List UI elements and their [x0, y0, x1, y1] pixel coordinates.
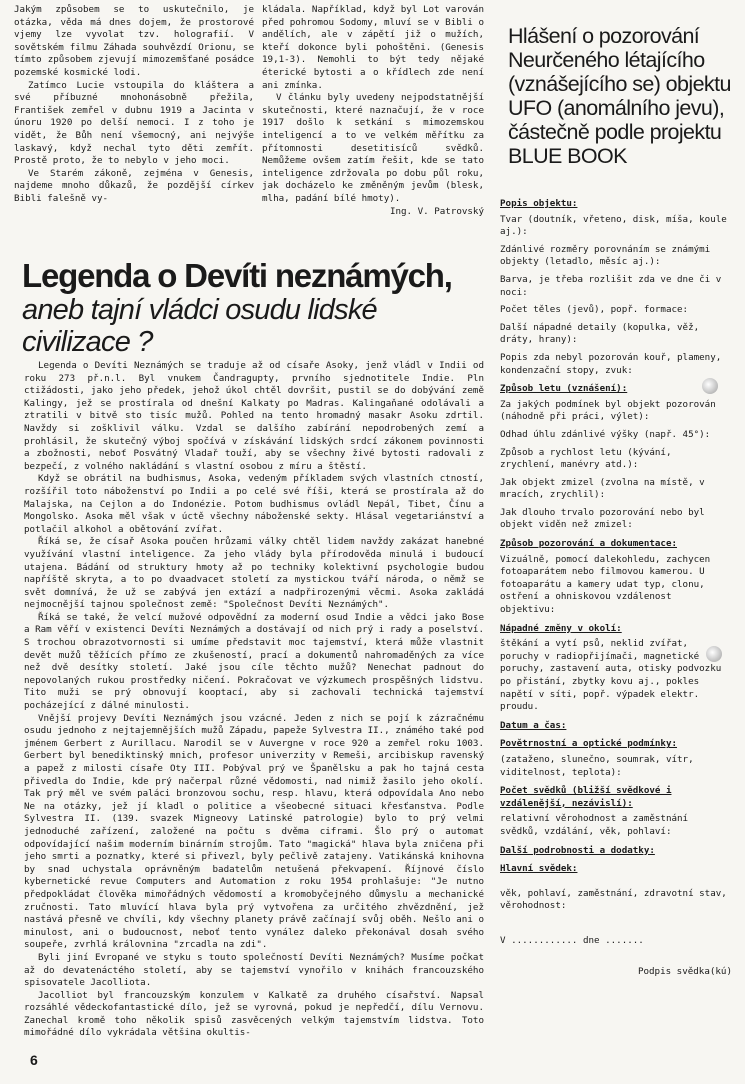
article-paragraph: Jacolliot byl francouzským konzulem v Kalkatě za druhého císařství. Napsal rozsáhlé vědeckofantastické dílo, jež se vyrovná, pokud je nepředčí, dílu Vernovu. Zanechal kromě toho několik spisů zasvěcených velkým tajemstvím lidstva. Toto mimořádné dílo vykrádala většina okultis- [24, 989, 484, 1039]
form-item: věk, pohlaví, zaměstnání, zdravotní stav, věrohodnost: [500, 887, 727, 912]
form-item: Jak objekt zmizel (zvolna na místě, v mracích, zrychlil): [500, 476, 705, 501]
form-item: Jak dlouho trvalo pozorování nebo byl objekt viděn než zmizel: [500, 506, 705, 531]
article-headline [22, 258, 492, 358]
form-section-object [500, 198, 732, 377]
top-middle-column [262, 4, 484, 218]
article-paragraph: Říká se, že císař Asoka poučen hrůzami války chtěl lidem navždy zakázat hanebné využívání vlastní inteligence. Za jeho vlády byla přírodověda minulá i budoucí utajena. Bádání od struktury hmoty až po techniky kolektivní psychologie budou napříště skryta, a to po dvaadvacet století za mystickou tváří národa, o němž se svět domnívá, že už se zabývá jen extází a nadpřirozenými věcmi. Asoka zakládá nejmocnější tajnou společnost země: "Společnost Devíti Neznámých". [24, 536, 484, 611]
article-body [24, 360, 484, 1040]
form-item: Další nápadné detaily (kopulka, věž, dráty, hrany): [500, 321, 700, 346]
headline-line-1: Legenda o Devíti neznámých, [22, 257, 452, 294]
form-section-changes [500, 623, 732, 714]
form-item: Počet těles (jevů), popř. formace: [500, 304, 689, 316]
section-heading: Hlavní svědek: [500, 863, 578, 875]
article-paragraph: Říká se také, že velcí mužové odpovědní za moderní osud Indie a vědci jako Bose a Ram věří v existenci Devíti Neznámých a dostávají od nich prý i rady a poselství. S trochou obrazotvornosti si umíme představit moc tajemství, která může vlastnit devět mužů těžících přímo ze zkušeností, prací a dokumentů nahromaděných za více než dvě desítky století. Jaké jsou cíle těchto mužů? Nenechat padnout do nepovolaných rukou prostředky ničení. Pokračovat ve výzkumech prospěšných lidstvu. Tito muži se prý obnovují kooptací, aby si zachovali technická tajemství pocházející z dálné minulosti. [24, 611, 484, 712]
decorative-bubble-icon [702, 378, 718, 394]
ufo-report-form [500, 192, 732, 983]
form-item: Odhad úhlu zdánlivé výšky (např. 45°): [500, 428, 711, 440]
article-paragraph: Když se obrátil na budhismus, Asoka, vedeným příkladem svých vlastních ctností, rozšířil toto náboženství po Indii a po celé své říši, která se prostírala až do Malajska, na Cejlon a do Indonézie. Potom budhismus ovládl Nepál, Tibet, Čínu a Mongolsko. Asoka měl však v úctě všechny náboženské sekty. Hlásal vegetariánství a potlačil alkohol a obětování zvířat. [24, 473, 484, 535]
top-left-column [14, 4, 254, 206]
form-item: Barva, je třeba rozlišit zda ve dne či v noci: [500, 273, 722, 298]
form-item: Zdánlivé rozměry porovnáním se známými objekty (letadlo, měsíc aj.): [500, 243, 711, 268]
headline-line-2: aneb tajní vládci osudu lidské civilizace ? [22, 294, 377, 358]
form-section-flight [500, 383, 732, 532]
form-item: Popis zda nebyl pozorován kouř, plameny, kondenzační stopy, zvuk: [500, 351, 722, 376]
author-signature: Ing. V. Patrovský [389, 205, 484, 217]
form-item: Za jakých podmínek byl objekt pozorován (náhodně při práci, výlet): [500, 398, 716, 423]
form-section-date [500, 720, 732, 733]
article-paragraph: Legenda o Devíti Neznámých se traduje až od císaře Asoky, jenž vládl v Indii od roku 273 př.n.l. Byl vnukem Čandragupty, prvního sjednotitele Indie. Pln ctižádosti, jako jeho předek, jehož úkol chtěl dovršit, pustil se do dobývání země Kalingy, jež se prostírala od dnešní Kalkaty po Madras. Kalingaňané odolávali a ztratili v bitvě sto tisíc mužů. Pohled na tento hromadný masakr Asoku zdrtil. Navždy si zošklivil válku. Vzdal se dalšího zabírání nepodrobených zemí a prohlásil, že skutečný výboj spočívá v získávání lidských srdcí zákonem povinnosti a zbožnosti, neboť Posvátný Vladař touží, aby se všechny živé bytosti radovali z bezpečí, z volného nakládání s vlastní osobou z míru a štěstí. [24, 360, 484, 472]
section-heading: Další podrobnosti a dodatky: [500, 844, 655, 856]
section-heading: Povětrnostní a optické podmínky: [500, 738, 678, 750]
form-item: (zataženo, slunečno, soumrak, vítr, viditelnost, teplota): [500, 753, 694, 778]
text-paragraph: Jakým způsobem se to uskutečnilo, je otázka, věda má dnes dojem, že prostorové vjemy lze vyvolat tzv. holografií. V sovětském filmu Záhada souhvězdí Orionu, se tímto způsobem zjevují mimozemšťané posádce pozemské kosmické lodi. [14, 4, 254, 78]
witness-signature-label: Podpis svědka(kú) [637, 965, 732, 977]
section-heading: Způsob letu (vznášení): [500, 383, 628, 395]
section-heading: Způsob pozorování a dokumentace: [500, 538, 678, 550]
text-paragraph: Ve Starém zákoně, zejména v Genesis, najdeme mnoho důkazů, že pozdější církev Bibli falešně vy- [14, 167, 254, 204]
text-paragraph: V článku byly uvedeny nejpodstatnější skutečnosti, které naznačují, že v roce 1917 došlo k setkání s mimozemskou inteligencí a to ve velkém měřítku za přítomnosti desetitisíců svědků. Nemůžeme ovšem zatím řešit, kde se tato inteligence zdržovala po dobu půl roku, jak docházelo ke změněným jevům (blesk, mlha, padání bílé hmoty). [262, 92, 484, 204]
section-heading: Počet svědků (bližší svědkové i vzdálenější, nezávislí): [500, 785, 672, 809]
text-paragraph: Zatímco Lucie vstoupila do kláštera a své příbuzné mnohonásobně přežila, František zemřel v dubnu 1919 a Jacinta v únoru 1920 po delší nemoci. I z toho je vidět, že Bůh není všemocný, ani nejvýše laskavý, když nechal tyto děti zemřít. Prostě proto, že to nebylo v jeho moci. [14, 79, 254, 167]
form-item: štěkání a vytí psů, neklid zvířat, poruchy v radiopřijímači, magnetické poruchy, zastavení auta, otisky podvozku po přistání, zbytky kovu aj., pokles napětí v síti, popř. výpadek elektr. proudu. [500, 638, 722, 713]
section-heading: Datum a čas: [500, 719, 567, 731]
form-item: Vizuálně, pomocí dalekohledu, zachycen fotoaparátem nebo filmovou kamerou. U fotoaparátu a kamery udat typ, clonu, ostření a ohniskovou vzdálenost objektivu: [500, 553, 711, 616]
article-paragraph: Vnější projevy Devíti Neznámých jsou vzácné. Jeden z nich se pojí k zázračnému osudu jednoho z nejtajemnějších mužů Západu, papeže Sylvestra II., známého také pod jménem Gerbert z Aurillacu. Narodil se v Auvergne v roce 920 a zemřel roku 1003. Gerbert byl benediktinský mnich, profesor univerzity v Remeši, arcibiskup ravenský a papež z milosti císaře Oty III. Pobýval prý ve Španělsku a pak ho tajná cesta přivedla do Indie, kde prý načerpal různé vědomosti, nad nimiž žasilo jeho okolí. Tak prý měl ve svém paláci bronzovou sochu, resp. hlavu, která odpovídala Ano nebo Ne na otázky, jež jí kladl o politice a všeobecné situaci křesťanstva. Podle Sylvestra II. (139. svazek Migneovy Latinské patrologie) bylo to prý velmi jednoduché zařízení, založené na počtu s dvěma ciframi. Šlo prý o automat odpovídající našim moderním binárním strojům. Tato "magická" hlava byla zničena při jeho smrti a poznatky, které si přivezl, byly pečlivě zatajeny. Vatikánská knihovna by snad uchystala oprávněným badatelům netušená překvapení. Říjnové číslo kybernetické revue Computers and Automation z roku 1954 prohlašuje: "Je nutno předpokládat člověka mimořádných vědomostí a kromobyčejného důmyslu a mechanické zručnosti. Tato mluvící hlava byla prý vytvořena za určitého zhvězdnění, jež nastává přesně ve chvíli, kdy všechny planety právě začínají svůj oběh. Nešlo ani o minulost, ani o budoucnost, neboť tento vynález daleko překonával dosah svého soupeře, zvrhlá královnina "zrcadla na zdi". [24, 712, 484, 951]
article-paragraph: Byli jiní Evropané ve styku s touto společností Devíti Neznámých? Musíme počkat až do devatenáctého století, aby se tajemství vynořilo v knihách francouzského spisovatele Jacolliota. [24, 951, 484, 989]
section-heading: Nápadné změny v okolí: [500, 622, 622, 634]
form-title: Hlášení o pozorování Neurčeného létajícího (vznášejícího se) objektu UFO (anomálního jevu), částečně podle projektu BLUE BOOK [508, 24, 731, 168]
text-paragraph: kládala. Například, když byl Lot varován před pohromou Sodomy, mluví se v Bibli o andělích, ale v zápětí již o mužích, kteří dokonce byli pohoštěni. (Genesis 19,1-3). Nemohli to být tedy nějaké éterické bytosti a o křídlech zde není ani zmínka. [262, 4, 484, 91]
form-item: relativní věrohodnost a zaměstnání svědků, vzdálání, věk, pohlaví: [500, 813, 689, 837]
decorative-bubble-icon [706, 646, 722, 662]
page-number: 6 [30, 1052, 38, 1068]
place-date-line: V ............ dne ....... [500, 934, 644, 946]
form-section-documentation [500, 538, 732, 617]
form-section-witnesses [500, 785, 732, 838]
form-section-weather [500, 738, 732, 779]
form-item: Způsob a rychlost letu (kývání, zrychlení, manévry atd.): [500, 446, 672, 471]
form-section-main-witness [500, 863, 732, 913]
section-heading: Popis objektu: [500, 198, 578, 209]
form-section-details [500, 845, 732, 858]
form-item: Tvar (doutník, vřeteno, disk, míša, koule aj.): [500, 213, 727, 238]
